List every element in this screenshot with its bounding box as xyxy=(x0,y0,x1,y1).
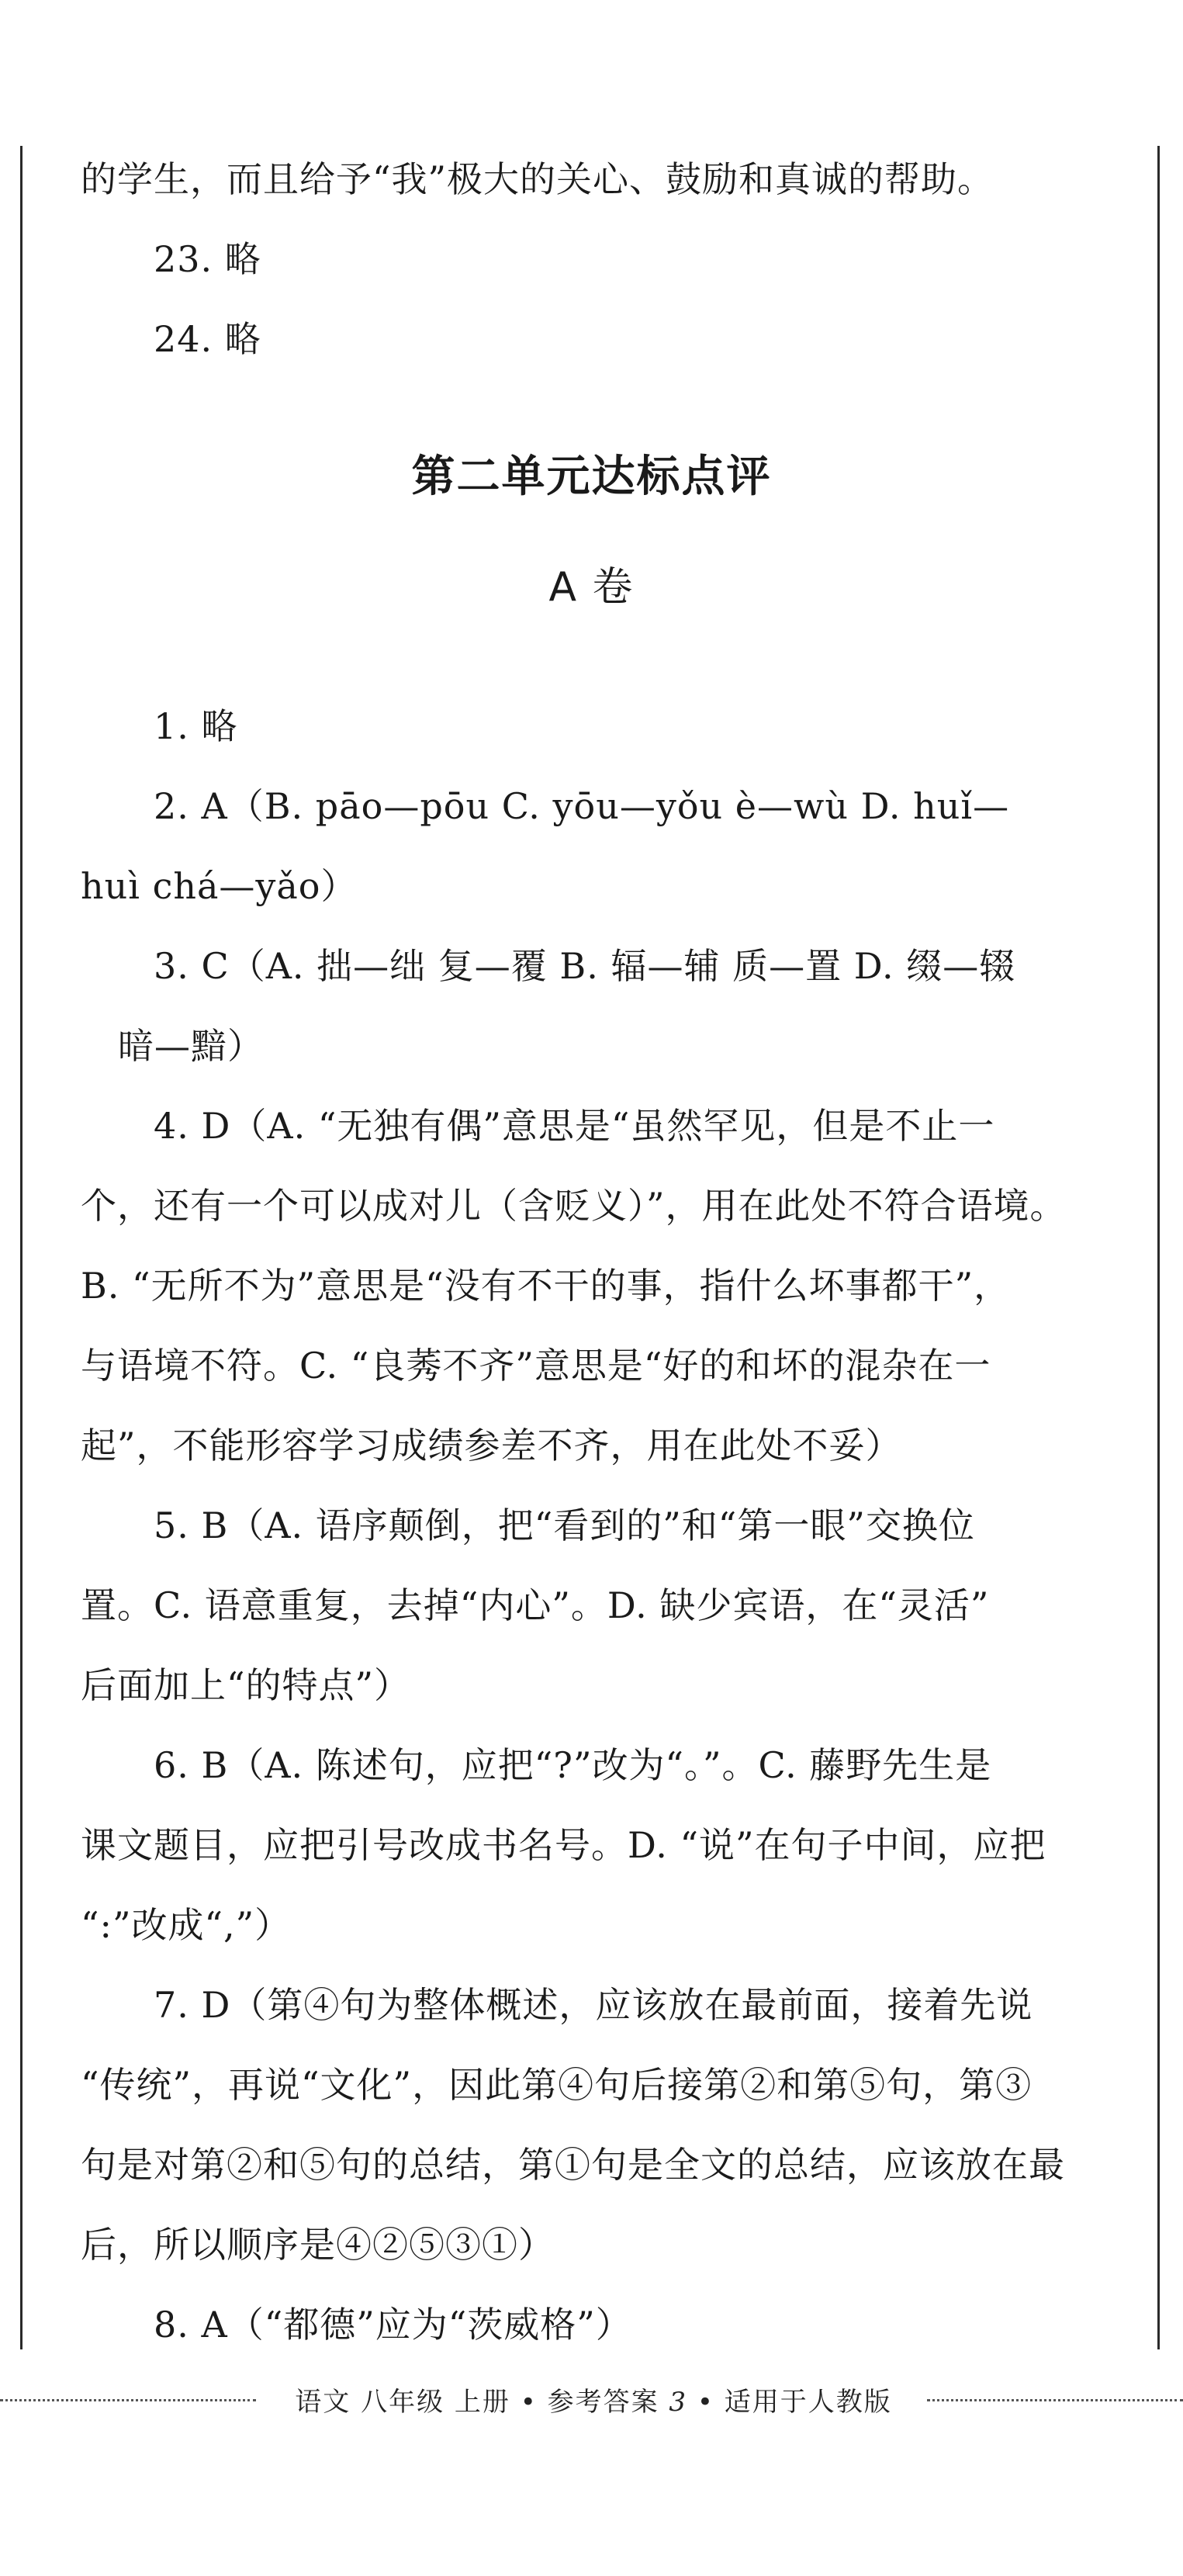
answer-6: 6. B（A. 陈述句，应把“?”改为“。”。C. 藤野先生是 xyxy=(154,1744,992,1786)
footer-dotted-rule-left xyxy=(0,2399,256,2401)
answer-4-cont-2: B. “无所不为”意思是“没有不干的事，指什么坏事都干”， xyxy=(81,1265,1011,1307)
answer-7: 7. D（第④句为整体概述，应该放在最前面，接着先说 xyxy=(154,1984,1033,2026)
answer-7-cont-2: 句是对第②和⑤句的总结，第①句是全文的总结，应该放在最 xyxy=(81,2144,1065,2186)
answer-5-cont-1: 置。C. 语意重复，去掉“内心”。D. 缺少宾语，在“灵活” xyxy=(81,1584,990,1626)
footer-dotted-rule-right xyxy=(927,2399,1183,2401)
answer-7-cont-1: “传统”，再说“文化”，因此第④句后接第②和第⑤句，第③ xyxy=(81,2064,1033,2106)
page-content xyxy=(81,140,1120,379)
answer-2: 2. A（B. pāo—pōu C. yōu—yǒu è—wù D. huǐ— xyxy=(154,785,1010,827)
answer-5: 5. B（A. 语序颠倒，把“看到的”和“第一眼”交换位 xyxy=(154,1504,975,1546)
answer-23: 23. 略 xyxy=(154,238,261,280)
answer-6-cont-2: “:”改成“,”） xyxy=(81,1904,292,1946)
answer-4-cont-4: 起”，不能形容学习成绩参差不齐，用在此处不妥） xyxy=(81,1425,902,1466)
answer-4-cont-3: 与语境不符。C. “良莠不齐”意思是“好的和坏的混杂在一 xyxy=(81,1345,991,1387)
section-title: 第二单元达标点评 xyxy=(411,452,772,502)
answer-4: 4. D（A. “无独有偶”意思是“虽然罕见，但是不止一 xyxy=(154,1105,995,1147)
continued-answer-line: 的学生，而且给予“我”极大的关心、鼓励和真诚的帮助。 xyxy=(81,158,994,200)
answer-1: 1. 略 xyxy=(154,705,238,747)
answer-3: 3. C（A. 拙—绌 复—覆 B. 辐—辅 质—置 D. 缀—辍 xyxy=(154,945,1016,987)
answer-6-cont-1: 课文题目，应把引号改成书名号。D. “说”在句子中间，应把 xyxy=(81,1824,1046,1866)
footer-edition: • 适用于人教版 xyxy=(697,2387,892,2418)
answer-7-cont-3: 后，所以顺序是④②⑤③①） xyxy=(81,2224,555,2266)
footer-label: 语文 八年级 上册 • 参考答案 xyxy=(295,2387,659,2418)
answer-8: 8. A（“都德”应为“茨威格”） xyxy=(154,2304,632,2346)
answer-2-cont: huì chá—yǎo） xyxy=(81,865,358,907)
answer-5-cont-2: 后面加上“的特点”） xyxy=(81,1664,411,1706)
page-number: 3 xyxy=(669,2387,688,2418)
answer-3-cont: 暗—黯） xyxy=(118,1025,264,1067)
section-subtitle: A 卷 xyxy=(548,564,635,611)
answer-4-cont-1: 个，还有一个可以成对儿（含贬义）”，用在此处不符合语境。 xyxy=(81,1185,1067,1227)
page-footer xyxy=(268,2380,919,2418)
answer-24: 24. 略 xyxy=(154,318,261,360)
answer-list xyxy=(81,687,1120,2365)
